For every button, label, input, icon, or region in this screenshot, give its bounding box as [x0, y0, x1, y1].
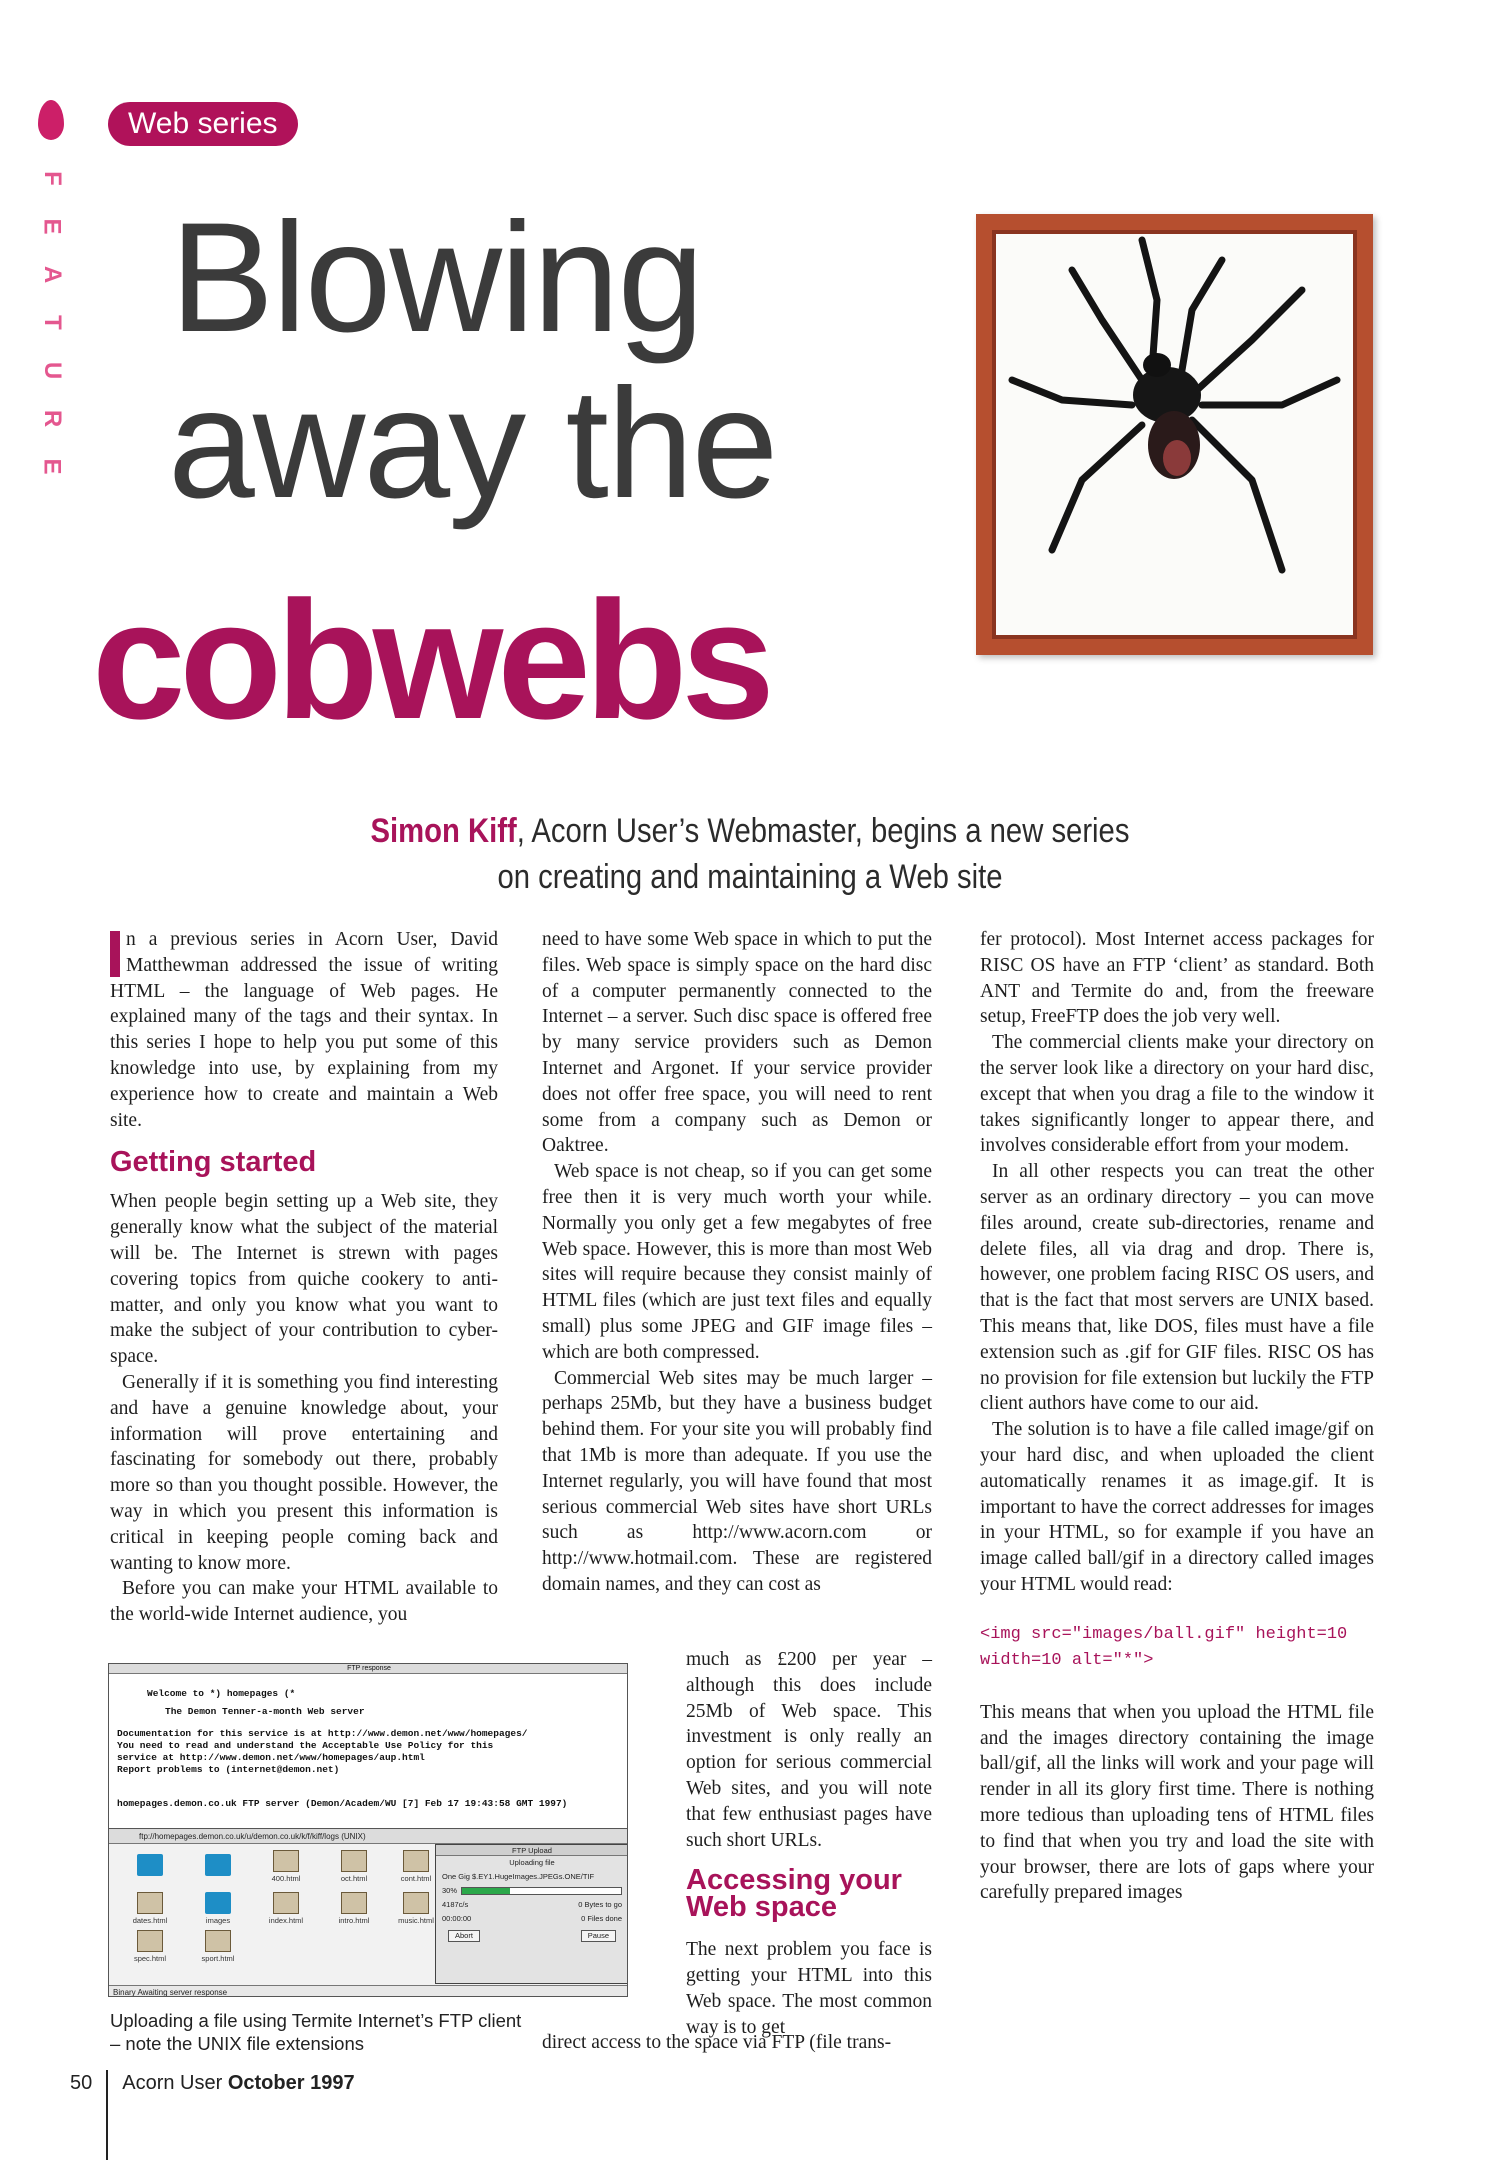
column-2-continued [686, 1647, 932, 2041]
rail-letter: E [38, 458, 66, 476]
upload-progress-bar [461, 1887, 622, 1895]
abort-button[interactable]: Abort [448, 1930, 480, 1942]
file-icon[interactable]: music.html [387, 1892, 445, 1925]
paragraph: much as £200 per year – although this does include 25Mb of Web space. This investment is only really an option for serious commercial Web sites, and you will note that few enthusiast pages have such short URLs. [686, 1649, 932, 1851]
response-line: Documentation for this service is at http://www.demon.net/www/homepages/ [117, 1728, 528, 1739]
headline-line-2: away the [168, 357, 777, 531]
paragraph: The solution is to have a file called image/gif on your hard disc, and when uploaded the client automatically renames it as image.gif. It is important to have the correct addresses for images in your HTML, so for example if you have an image called ball/gif in a directory called images your HTML would read: [980, 1419, 1374, 1595]
heading-getting-started: Getting started [110, 1146, 317, 1179]
dropcap-bar [110, 931, 120, 977]
file-icon[interactable]: index.html [257, 1892, 315, 1925]
magazine-name: Acorn User [122, 2072, 223, 2094]
rail-letter: E [38, 218, 66, 236]
issue-date: October 1997 [227, 2072, 355, 2094]
paragraph: need to have some Web space in which to put the files. Web space is simply space on the hard disc of a computer permanently connected to the Internet – a server. Such disc space is offered free by many service providers such as Demon Internet and Argonet. If your service provider does not offer free space, you will need to rent some from a company such as Demon or Oaktree. [542, 929, 932, 1157]
paragraph: When people begin setting up a Web site, they generally know what the subject of the material will be. The Internet is strewn with pages covering topics from quiche cookery to anti-matter, and only you know what you want to make the subject of your contribution to cyber-space. [110, 1191, 498, 1368]
file-icon[interactable]: oct.html [325, 1850, 383, 1883]
upload-filename: One Gig $.EY1.HugeImages.JPEGs.ONE/TIF [442, 1872, 595, 1881]
file-icon[interactable]: spec.html [121, 1930, 179, 1963]
response-line: You need to read and understand the Acceptable Use Policy for this [117, 1740, 494, 1751]
paragraph: Before you can make your HTML available to the world-wide Internet audience, you [110, 1578, 498, 1626]
feature-rail [32, 100, 72, 484]
response-line: Report problems to (internet@demon.net) [117, 1764, 340, 1775]
headline [168, 191, 777, 531]
response-line: homepages.demon.co.uk FTP server (Demon/Academ/WU [7] Feb 17 19:43:58 GMT 1997) [117, 1798, 568, 1809]
upload-status: Uploading file [509, 1858, 555, 1867]
column-1 [110, 927, 498, 1628]
rail-letter: U [39, 361, 66, 381]
ftp-response-window [109, 1664, 628, 1829]
elapsed-time: 00:00:00 [442, 1914, 472, 1923]
file-icon[interactable]: 400.html [257, 1850, 315, 1883]
headline-line-3: cobwebs [92, 566, 769, 754]
paragraph: Commercial Web sites may be much larger – perhaps 25Mb, but they have a business budget behind them. For your site you will probably find that 1Mb is more than adequate. If you use the Internet regularly, you will have found that most serious commercial Web sites have short URLs such as http://www.acorn.com or http://www.hotmail.com. These are registered domain names, and they can cost as [542, 1367, 932, 1595]
bytes-to-go: 0 Bytes to go [578, 1900, 622, 1909]
paragraph: Generally if it is something you find interesting and have a genuine knowledge about, your information will prove entertaining and fascinating for somebody out there, probably more so than you thought possible. However, the way in which you present this information is critical in keeping people coming back and wanting to know more. [110, 1371, 498, 1574]
series-badge: Web series [108, 102, 298, 146]
response-line: Welcome to *) homepages (* [147, 1688, 296, 1699]
rail-letter: T [38, 315, 66, 331]
files-done: 0 Files done [581, 1914, 622, 1923]
pause-button[interactable]: Pause [581, 1930, 616, 1942]
response-line: The Demon Tenner-a-month Web server [165, 1706, 365, 1717]
paragraph: This means that when you upload the HTML file and the images directory containing the image ball/gif, all the links will work and your page will render in all its glory first time. There is nothing more tedious than uploading tens of HTML files to find that when you try and load the site with your browser, there are lots of gaps where your carefully prepared images [980, 1701, 1374, 1904]
paragraph: The next problem you face is getting your HTML into this Web space. The most common way is to get [686, 1939, 932, 2038]
upload-percent: 30% [442, 1886, 458, 1895]
feature-label [32, 162, 72, 484]
figure-caption: Uploading a file using Termite Internet’s FTP client – note the UNIX file extensions [110, 2010, 522, 2054]
file-icon[interactable] [121, 1854, 179, 1887]
file-icon[interactable]: dates.html [121, 1892, 179, 1925]
dialog-title: FTP Upload [436, 1845, 628, 1856]
ftp-upload-dialog [435, 1844, 628, 1984]
standfirst-text: , Acorn User’s Webmaster, begins a new series on creating and maintaining a Web site [497, 812, 1130, 896]
ftp-client-screenshot [108, 1663, 628, 1997]
spider-icon [992, 230, 1357, 639]
folder-icon[interactable]: images [189, 1892, 247, 1925]
column-2-tail: direct access to the space via FTP (file trans- [542, 2032, 892, 2053]
drop-logo-icon [38, 100, 64, 140]
footer-divider [106, 2070, 108, 2160]
rail-letter: F [38, 171, 66, 187]
intro-paragraph: n a previous series in Acorn User, David Matthewman addressed the issue of writing HTML – the language of Web pages. He explained many of the tags and their syntax. In this series I hope to help you put some of this knowledge into use, by explaining from my experience how to create and maintain a Web site. [110, 929, 498, 1131]
spider-frame-image [976, 214, 1373, 655]
code-sample: <img src="images/ball.gif" height=10 width=10 alt="*"> [980, 1624, 1348, 1670]
file-icon[interactable]: intro.html [325, 1892, 383, 1925]
paragraph: In all other respects you can treat the other server as an ordinary directory – you can move files around, create sub-directories, rename and delete files, all via drag and drop. There is, however, one problem facing RISC OS users, and that is the fact that most servers are UNIX based. This means that, like DOS, files must have a file extension such as .gif for GIF files. RISC OS has no provision for file extension but luckily the FTP client authors have come to our aid. [980, 1161, 1374, 1415]
response-line: service at http://www.demon.net/www/homepages/aup.html [117, 1752, 425, 1763]
author-name: Simon Kiff [370, 812, 517, 850]
file-icon[interactable]: cont.html [387, 1850, 445, 1883]
folder-icon[interactable] [189, 1854, 247, 1887]
status-bar: Binary Awaiting server response [109, 1985, 628, 1997]
directory-path: ftp://homepages.demon.co.uk/u/demon.co.uk/k/f/kiff/logs (UNIX) [109, 1830, 628, 1844]
upload-rate: 4187c/s [442, 1900, 469, 1909]
standfirst [363, 808, 1137, 900]
paragraph: Web space is not cheap, so if you can get some free then it is very much worth your while. Normally you only get a few megabytes of free Web space. However, this is more than most Web sites will require because they consist mainly of HTML files (which are just text files and equally small) plus some JPEG and GIF image files – which are both compressed. [542, 1161, 932, 1363]
rail-letter: R [39, 409, 66, 429]
paragraph: fer protocol). Most Internet access packages for RISC OS have an FTP ‘client’ as standard. Both ANT and Termite do and, from the freeware setup, FreeFTP does the job very well. [980, 929, 1374, 1028]
heading-accessing-web-space: Accessing your Web space [686, 1864, 902, 1924]
page-footer [70, 2070, 355, 2160]
headline-line-1: Blowing [170, 191, 703, 365]
rail-letter: A [39, 265, 66, 285]
column-2 [542, 927, 932, 1598]
page-number: 50 [70, 2072, 93, 2094]
file-icon[interactable]: sport.html [189, 1930, 247, 1963]
window-title: FTP response [109, 1664, 628, 1674]
column-3 [980, 927, 1374, 1906]
paragraph: The commercial clients make your directory on the server look like a directory on your hard disc, except that when you drag a file to the window it takes significantly longer to appear there, and involves considerable effort from your modem. [980, 1032, 1374, 1157]
upload-progress-fill [462, 1888, 510, 1894]
